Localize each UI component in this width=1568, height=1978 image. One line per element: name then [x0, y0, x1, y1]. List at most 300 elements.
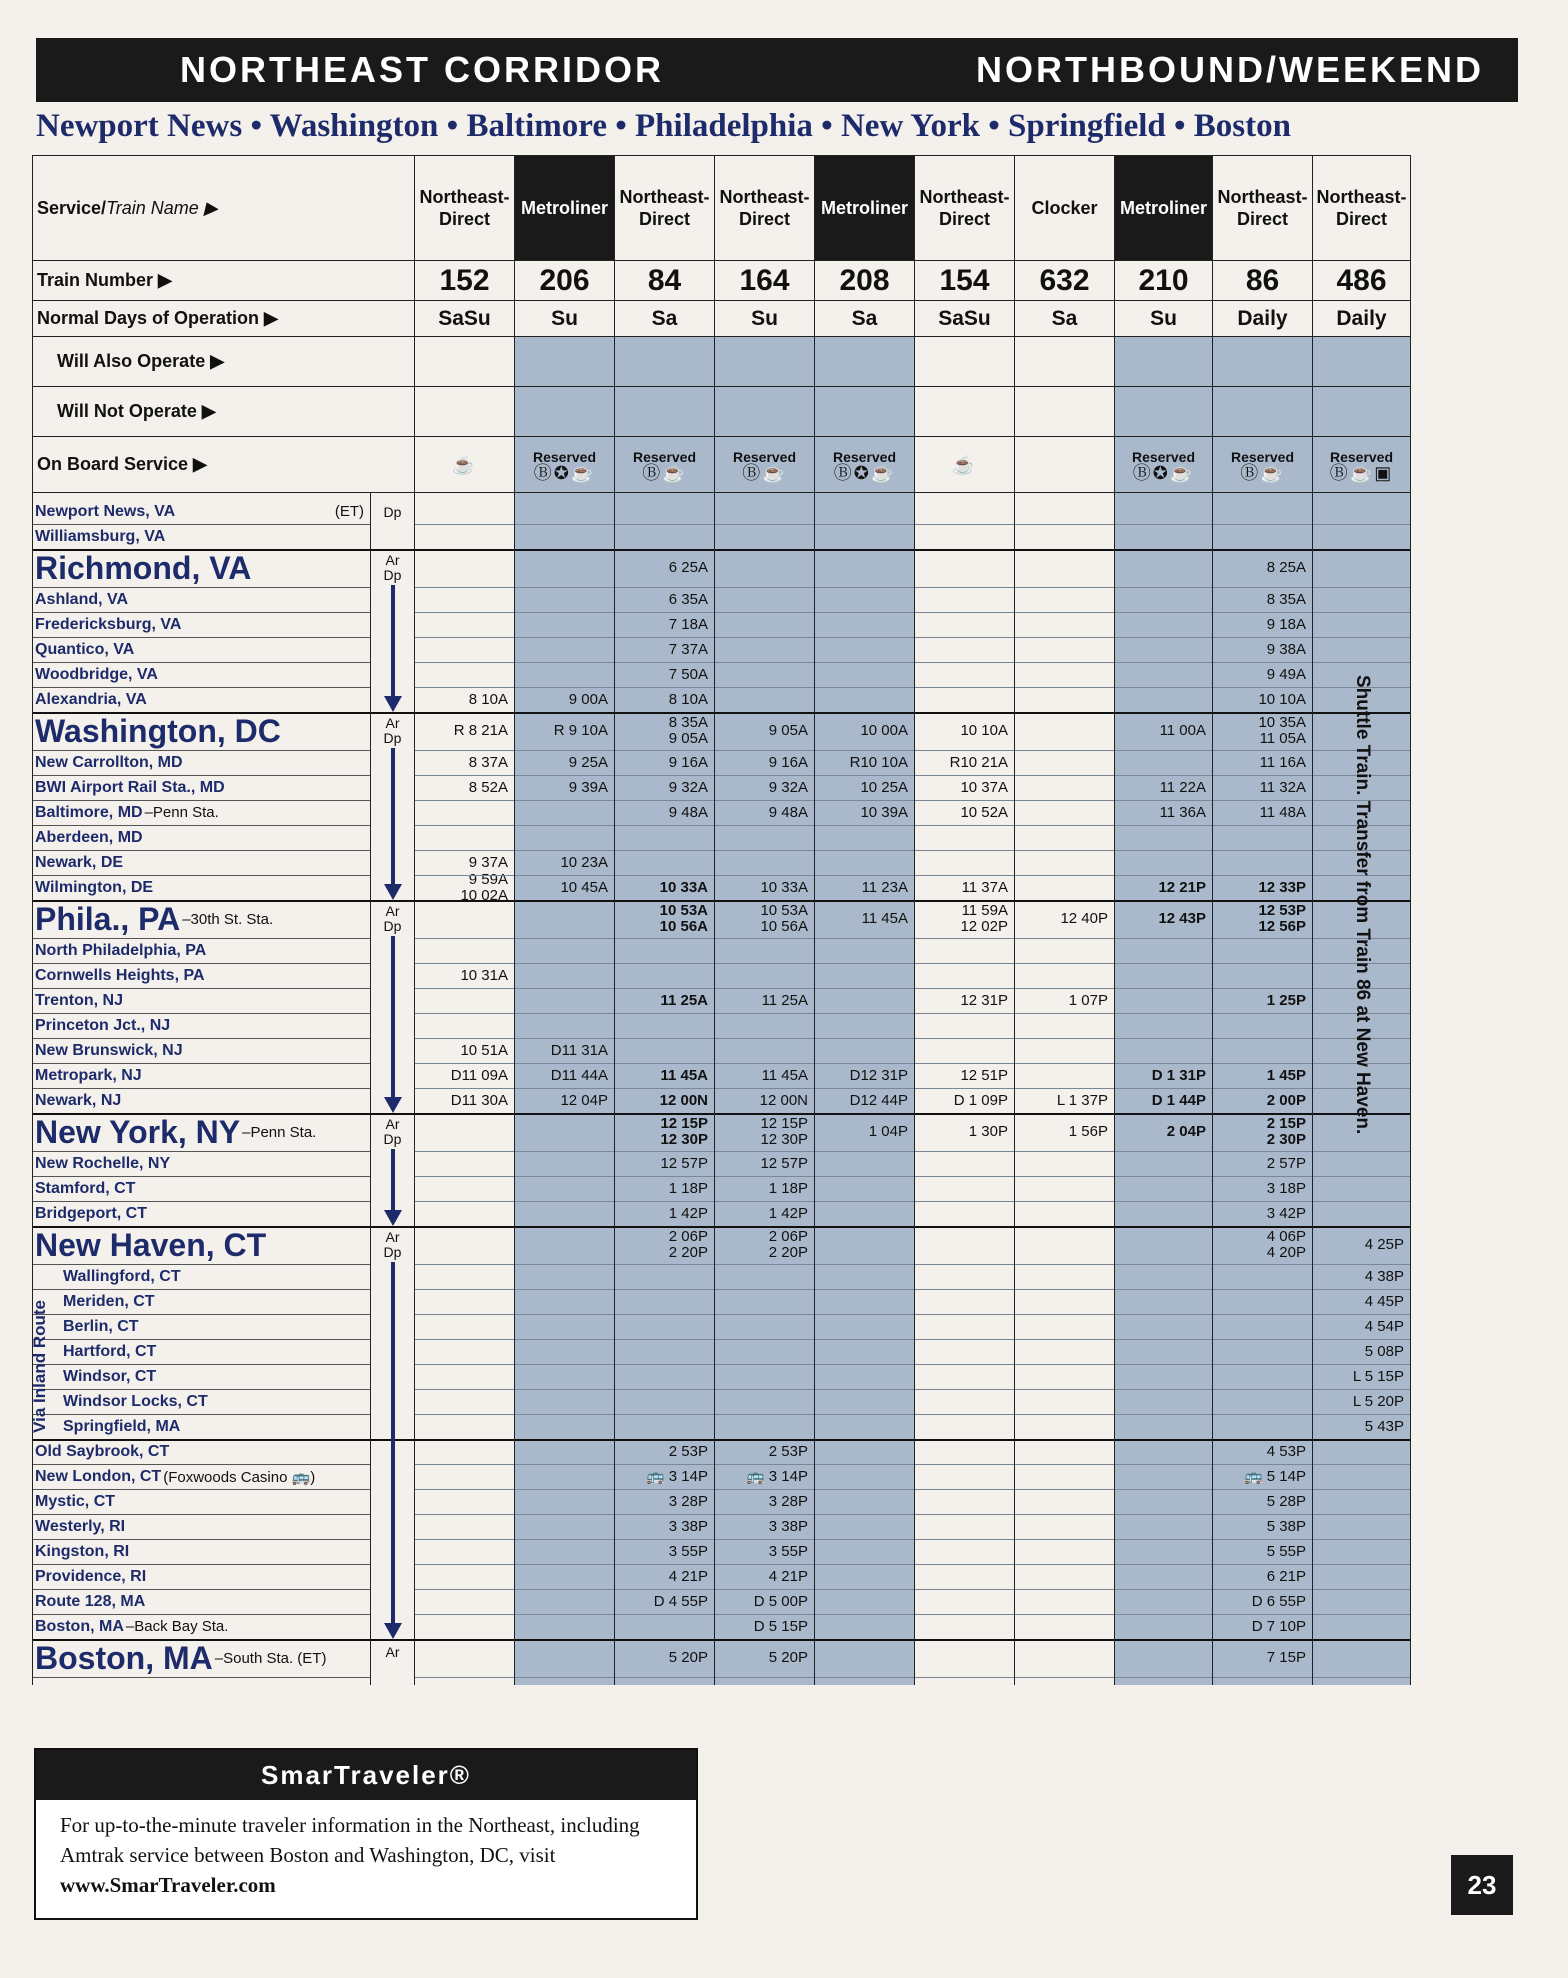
time-cell [715, 1439, 814, 1464]
time-value: 4 38P [1364, 1267, 1404, 1285]
row-divider [915, 1339, 1014, 1340]
station-name [33, 612, 370, 637]
onboard-486 [1313, 437, 1411, 493]
operate-cell-84 [615, 337, 715, 387]
row-divider [1015, 1013, 1114, 1014]
row-divider [915, 938, 1014, 939]
time-value: 12 30P [660, 1131, 708, 1148]
row-divider [515, 1226, 614, 1228]
time-cell [1313, 1264, 1410, 1289]
row-divider [1115, 637, 1212, 638]
operate-cell-152 [415, 337, 515, 387]
smartraveler-url[interactable]: www.SmarTraveler.com [60, 1873, 276, 1897]
row-divider [915, 850, 1014, 851]
row-divider [1015, 524, 1114, 525]
row-divider [815, 587, 914, 588]
station-label: New London, CT [35, 1467, 162, 1485]
row-divider [1213, 1414, 1312, 1415]
row-divider [371, 712, 414, 714]
row-divider [1115, 1677, 1212, 1678]
time-cell [615, 750, 714, 775]
time-cell [1213, 1176, 1312, 1201]
time-value: 8 35A [668, 714, 708, 731]
row-divider [815, 1226, 914, 1228]
train-number-208: 208 [815, 261, 915, 301]
row-divider [415, 1013, 514, 1014]
time-value: 9 49A [1266, 665, 1306, 683]
time-cell [915, 775, 1014, 800]
row-divider [615, 988, 714, 989]
row-divider [615, 549, 714, 551]
row-divider [815, 549, 914, 551]
time-cell [1115, 800, 1212, 825]
row-divider [715, 1389, 814, 1390]
row-divider [1115, 900, 1212, 902]
row-divider [415, 1088, 514, 1089]
time-cell [1115, 1063, 1212, 1088]
service-name-152: Northeast-Direct [415, 156, 515, 261]
time-value: 11 48A [1259, 803, 1306, 821]
row-divider [1115, 1113, 1212, 1115]
row-divider [815, 1314, 914, 1315]
row-divider [415, 1589, 514, 1590]
time-value: 12 02P [960, 918, 1008, 935]
time-cell [1213, 1063, 1312, 1088]
station-label: Hartford, CT [63, 1342, 157, 1360]
time-value: 12 51P [960, 1066, 1008, 1084]
row-divider [1313, 1677, 1410, 1678]
time-value: 10 33A [659, 878, 708, 896]
row-divider [1213, 1639, 1312, 1641]
row-divider [415, 963, 514, 964]
direction-arrow [391, 1262, 395, 1625]
row-divider [915, 1289, 1014, 1290]
service-name-210: Metroliner [1115, 156, 1213, 261]
row-divider [615, 938, 714, 939]
time-value: 9 38A [1266, 640, 1306, 658]
time-cell [1213, 587, 1312, 612]
row-divider [515, 1063, 614, 1064]
time-value: R10 10A [849, 753, 908, 771]
time-cell [1213, 775, 1312, 800]
time-value: 4 54P [1364, 1317, 1404, 1335]
time-value: D 4 55P [653, 1592, 708, 1610]
time-cell [1213, 1201, 1312, 1226]
time-cell [1213, 1514, 1312, 1539]
row-divider [1313, 549, 1410, 551]
row-divider [715, 825, 814, 826]
time-value: 3 55P [668, 1542, 708, 1560]
time-value: 7 15P [1266, 1649, 1306, 1666]
time-value: 🚌 5 14P [1243, 1467, 1306, 1485]
schedule-body [33, 493, 1411, 1686]
row-divider [515, 1439, 614, 1441]
row-divider [1313, 1389, 1410, 1390]
row-divider [615, 687, 714, 688]
row-divider [1015, 1539, 1114, 1540]
row-divider [615, 1088, 714, 1089]
row-divider [1015, 750, 1114, 751]
time-value: 12 15P [760, 1115, 808, 1132]
service-row [33, 156, 1411, 261]
row-divider [415, 750, 514, 751]
time-column-86 [1213, 493, 1313, 1686]
time-value: 7 50A [668, 665, 708, 683]
row-divider [1015, 637, 1114, 638]
row-divider [515, 1489, 614, 1490]
row-divider [415, 1314, 514, 1315]
row-divider [515, 850, 614, 851]
time-value: 12 31P [960, 991, 1008, 1009]
time-value: 12 40P [1060, 910, 1108, 927]
row-divider [915, 900, 1014, 902]
title-banner [36, 38, 1518, 102]
row-divider [815, 1389, 914, 1390]
row-divider [515, 988, 614, 989]
time-cell [1313, 1339, 1410, 1364]
row-divider [1015, 938, 1114, 939]
station-label: Windsor, CT [63, 1367, 157, 1385]
row-divider [1015, 587, 1114, 588]
days-row [33, 301, 1411, 337]
train-number-154: 154 [915, 261, 1015, 301]
time-value: 11 36A [1159, 803, 1206, 821]
row-divider [815, 712, 914, 714]
time-value: 9 59A [468, 870, 508, 888]
row-divider [1213, 637, 1312, 638]
station-name [33, 1113, 370, 1151]
station-name [33, 1151, 370, 1176]
row-divider [1213, 1589, 1312, 1590]
time-cell [1313, 1414, 1410, 1439]
time-cell [515, 875, 614, 900]
row-divider [1313, 1176, 1410, 1177]
row-divider [1213, 800, 1312, 801]
station-label: Springfield, MA [63, 1417, 181, 1435]
time-cell [1313, 1314, 1410, 1339]
station-subtitle: –Penn Sta. [144, 804, 219, 821]
time-cell [1213, 1539, 1312, 1564]
row-divider [815, 825, 914, 826]
station-label: Aberdeen, MD [35, 828, 143, 846]
train-number-152: 152 [415, 261, 515, 301]
time-cell [915, 900, 1014, 938]
time-cell [715, 1088, 814, 1113]
time-value: 10 56A [659, 918, 708, 935]
row-divider [415, 1439, 514, 1441]
time-value: 12 00N [659, 1091, 708, 1109]
time-cell [915, 988, 1014, 1013]
row-divider [1213, 712, 1312, 714]
ar-dp-column [371, 493, 415, 1686]
row-divider [1313, 1201, 1410, 1202]
row-divider [1115, 1226, 1212, 1228]
row-divider [815, 687, 914, 688]
station-name [33, 1339, 370, 1364]
row-divider [1015, 875, 1114, 876]
station-name [33, 1226, 370, 1264]
time-value: 10 10A [1258, 690, 1306, 708]
time-cell [515, 775, 614, 800]
station-label: Washington, DC [35, 712, 281, 749]
row-divider [615, 850, 714, 851]
time-column-154 [915, 493, 1015, 1686]
train-number-632: 632 [1015, 261, 1115, 301]
row-divider [715, 775, 814, 776]
station-name [33, 1063, 370, 1088]
time-value: 2 20P [668, 1244, 708, 1261]
time-value: 2 53P [668, 1442, 708, 1460]
time-value: 12 53P [1258, 902, 1306, 919]
row-divider [715, 1088, 814, 1089]
service-name-86: Northeast-Direct [1213, 156, 1313, 261]
time-cell [815, 775, 914, 800]
row-divider [915, 1314, 1014, 1315]
time-value: 10 53A [760, 902, 808, 919]
row-divider [1115, 1151, 1212, 1152]
time-value: 11 37A [961, 878, 1008, 896]
time-cell [515, 687, 614, 712]
station-subtitle: –Penn Sta. [242, 1123, 317, 1141]
row-divider [515, 1677, 614, 1678]
time-value: 12 21P [1158, 878, 1206, 896]
onboard-84 [615, 437, 715, 493]
station-label: Mystic, CT [35, 1492, 116, 1510]
row-divider [615, 800, 714, 801]
row-divider [515, 1464, 614, 1465]
station-label: Cornwells Heights, PA [35, 966, 205, 984]
row-divider [1115, 1314, 1212, 1315]
row-divider [815, 637, 914, 638]
row-divider [1015, 1113, 1114, 1115]
row-divider [415, 938, 514, 939]
ar-dp-label: Dp [383, 567, 402, 583]
station-label: Wallingford, CT [63, 1267, 181, 1285]
time-value: 4 20P [1266, 1244, 1306, 1261]
time-cell [1213, 1439, 1312, 1464]
row-divider [615, 1151, 714, 1152]
time-cell [415, 750, 514, 775]
row-divider [415, 1289, 514, 1290]
row-divider [815, 1589, 914, 1590]
row-divider [715, 1201, 814, 1202]
row-divider [815, 1289, 914, 1290]
time-cell [515, 1088, 614, 1113]
row-divider [1313, 1514, 1410, 1515]
row-divider [615, 612, 714, 613]
row-divider [1213, 1226, 1312, 1228]
row-divider [415, 1201, 514, 1202]
row-divider [1115, 1439, 1212, 1441]
reserved-label: Reserved [632, 448, 697, 465]
time-value: D 6 55P [1251, 1592, 1306, 1610]
row-divider [715, 875, 814, 876]
row-divider [1313, 1289, 1410, 1290]
time-value: 5 55P [1266, 1542, 1306, 1560]
row-divider [415, 1677, 514, 1678]
row-divider [1115, 1339, 1212, 1340]
row-divider [1015, 687, 1114, 688]
time-value: R 8 21A [453, 722, 508, 739]
row-divider [1213, 1614, 1312, 1615]
row-divider [715, 549, 814, 551]
station-name [33, 900, 370, 938]
row-divider [515, 549, 614, 551]
days-164: Su [715, 301, 815, 337]
row-divider [1115, 1464, 1212, 1465]
time-cell [615, 875, 714, 900]
days-84: Sa [615, 301, 715, 337]
train-number-86: 86 [1213, 261, 1313, 301]
station-name [33, 1439, 370, 1464]
row-divider [1213, 1677, 1312, 1678]
operate-cell-210 [1115, 337, 1213, 387]
row-divider [615, 1464, 714, 1465]
time-value: 1 56P [1068, 1123, 1108, 1140]
row-divider [815, 1414, 914, 1415]
also-row [33, 337, 1411, 387]
row-divider [915, 775, 1014, 776]
time-value: 4 45P [1364, 1292, 1404, 1310]
row-divider [1115, 1414, 1212, 1415]
row-divider [371, 549, 414, 551]
time-value: 8 10A [668, 690, 708, 708]
station-name [33, 1289, 370, 1314]
time-cell [615, 1639, 714, 1677]
operate-cell-86 [1213, 387, 1313, 437]
row-divider [1213, 875, 1312, 876]
row-divider [715, 1439, 814, 1441]
row-divider [915, 800, 1014, 801]
time-cell [615, 1113, 714, 1151]
time-value: 4 21P [668, 1567, 708, 1585]
operate-cell-210 [1115, 387, 1213, 437]
row-divider [415, 637, 514, 638]
time-cell [1213, 800, 1312, 825]
row-divider [415, 524, 514, 525]
time-value: L 5 20P [1352, 1392, 1404, 1410]
time-cell [715, 750, 814, 775]
row-divider [1115, 712, 1212, 714]
ar-dp-marker [371, 904, 414, 934]
time-cell [615, 1589, 714, 1614]
station-label: Newark, NJ [35, 1091, 122, 1109]
row-divider [815, 775, 914, 776]
reserved-label: Reserved [832, 448, 897, 465]
row-divider [915, 662, 1014, 663]
row-divider [715, 1226, 814, 1228]
row-divider [915, 687, 1014, 688]
station-label: Stamford, CT [35, 1179, 136, 1197]
time-cell [715, 775, 814, 800]
row-divider [1313, 1589, 1410, 1590]
operate-cell-164 [715, 387, 815, 437]
time-cell [1213, 549, 1312, 587]
time-value: 2 06P [768, 1228, 808, 1245]
time-value: 11 32A [1259, 778, 1306, 796]
row-divider [615, 712, 714, 714]
row-divider [1213, 549, 1312, 551]
direction-arrow [391, 585, 395, 698]
station-name [33, 963, 370, 988]
time-value: 8 37A [468, 753, 508, 771]
row-divider [1213, 1013, 1312, 1014]
row-divider [715, 1639, 814, 1641]
row-divider [1115, 549, 1212, 551]
operate-cell-164 [715, 337, 815, 387]
station-name [33, 1414, 370, 1439]
time-value: 11 45A [660, 1066, 708, 1084]
service-name-164: Northeast-Direct [715, 156, 815, 261]
ar-dp-marker [371, 505, 414, 520]
time-value: D 7 10P [1251, 1617, 1306, 1635]
ar-dp-label: Ar [385, 552, 400, 568]
station-label: Boston, MA [35, 1639, 213, 1676]
time-cell [1213, 1113, 1312, 1151]
station-label: Old Saybrook, CT [35, 1442, 170, 1460]
row-divider [715, 1289, 814, 1290]
time-value: 12 33P [1258, 878, 1306, 896]
row-divider [615, 1639, 714, 1641]
row-divider [1015, 800, 1114, 801]
time-cell [1213, 1589, 1312, 1614]
station-name [33, 1514, 370, 1539]
station-name [33, 637, 370, 662]
station-label: Princeton Jct., NJ [35, 1016, 171, 1034]
time-cell [1313, 1289, 1410, 1314]
time-value: 2 06P [668, 1228, 708, 1245]
direction-arrow [391, 1149, 395, 1212]
time-value: 9 18A [1266, 615, 1306, 633]
row-divider [1015, 1464, 1114, 1465]
time-value: R10 21A [949, 753, 1008, 771]
time-cell [715, 988, 814, 1013]
time-value: 7 37A [668, 640, 708, 658]
operate-cell-632 [1015, 337, 1115, 387]
row-divider [515, 1038, 614, 1039]
row-divider [515, 1614, 614, 1615]
time-cell [515, 1063, 614, 1088]
operate-cell-154 [915, 387, 1015, 437]
row-divider [515, 612, 614, 613]
row-divider [1115, 1264, 1212, 1265]
row-divider [715, 1464, 814, 1465]
row-divider [615, 587, 714, 588]
time-cell [615, 900, 714, 938]
row-divider [1213, 587, 1312, 588]
row-divider [915, 1539, 1014, 1540]
row-divider [1015, 662, 1114, 663]
time-cell [815, 712, 914, 750]
time-cell [1213, 712, 1312, 750]
time-cell [615, 637, 714, 662]
row-divider [1115, 988, 1212, 989]
row-divider [1313, 524, 1410, 525]
row-divider [915, 712, 1014, 714]
time-cell [715, 1063, 814, 1088]
not-label: Will Not Operate ▶ [33, 387, 415, 437]
row-divider [615, 1063, 714, 1064]
station-label: North Philadelphia, PA [35, 941, 207, 959]
row-divider [915, 1489, 1014, 1490]
time-cell [715, 1464, 814, 1489]
row-divider [415, 1489, 514, 1490]
time-value: 12 15P [660, 1115, 708, 1132]
time-value: D11 31A [550, 1041, 608, 1059]
reserved-label: Reserved [532, 448, 597, 465]
station-subtitle: –South Sta. (ET) [214, 1649, 327, 1667]
train-number-486: 486 [1313, 261, 1411, 301]
